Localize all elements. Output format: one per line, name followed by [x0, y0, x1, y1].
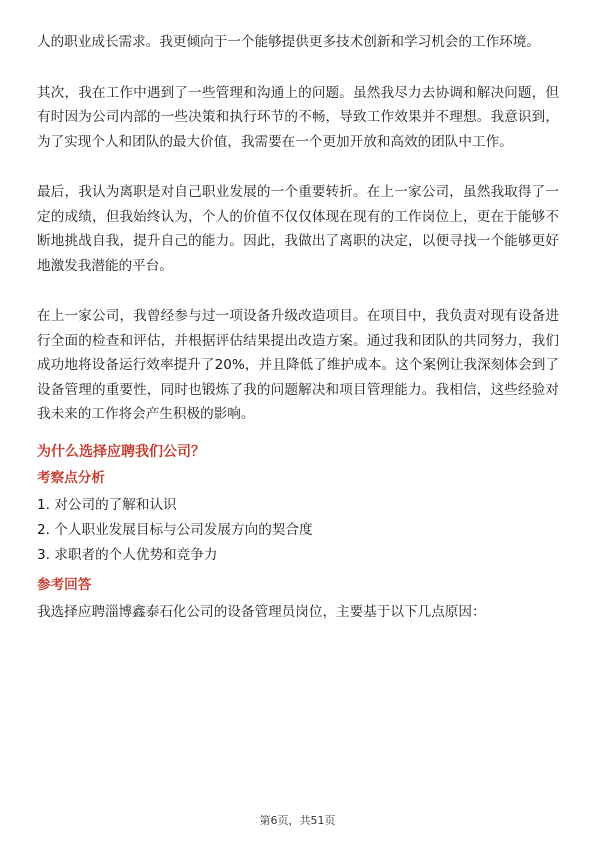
analysis-heading: 考察点分析 — [37, 469, 105, 486]
paragraph-1: 人的职业成长需求。我更倾向于一个能够提供更多技术创新和学习机会的工作环境。 — [37, 34, 540, 50]
answer-heading: 参考回答 — [37, 576, 92, 593]
question-title: 为什么选择应聘我们公司？ — [37, 443, 205, 460]
answer-intro: 我选择应聘淄博鑫泰石化公司的设备管理员岗位，主要基于以下几点原因： — [37, 603, 486, 620]
paragraph-2: 其次，我在工作中遇到了一些管理和沟通上的问题。虽然我尽力去协调和解决问题，但有时因为公司内部的一些决策和执行环节的不畅，导致工作效果并不理想。我意识到，为了实现个人和团队的最大价值，我需要在一个更加开放和高效的团队中工作。 — [37, 84, 559, 150]
analysis-points-list — [37, 493, 559, 568]
list-item: 2. 个人职业发展目标与公司发展方向的契合度 — [37, 521, 313, 538]
paragraph-3: 最后，我认为离职是对自己职业发展的一个重要转折。在上一家公司，虽然我取得了一定的成绩，但我始终认为，个人的价值不仅仅体现在现有的工作岗位上，更在于能够不断地挑战自我，提升自己的能力。因此，我做出了离职的决定，以便寻找一个能够更好地激发我潜能的平台。 — [37, 184, 559, 274]
page-number: 第6页，共51页 — [259, 814, 336, 827]
list-item: 3. 求职者的个人优势和竞争力 — [37, 546, 218, 563]
document-page — [37, 30, 559, 624]
paragraph-4: 在上一家公司，我曾经参与过一项设备升级改造项目。在项目中，我负责对现有设备进行全面的检查和评估，并根据评估结果提出改造方案。通过我和团队的共同努力，我们成功地将设备运行效率提升了20%，并且降低了维护成本。这个案例让我深刻体会到了设备管理的重要性，同时也锻炼了我的问题解决和项目管理能力。我相信，这些经验对我未来的工作将会产生积极的影响。 — [37, 308, 559, 422]
list-item: 1. 对公司的了解和认识 — [37, 496, 177, 513]
